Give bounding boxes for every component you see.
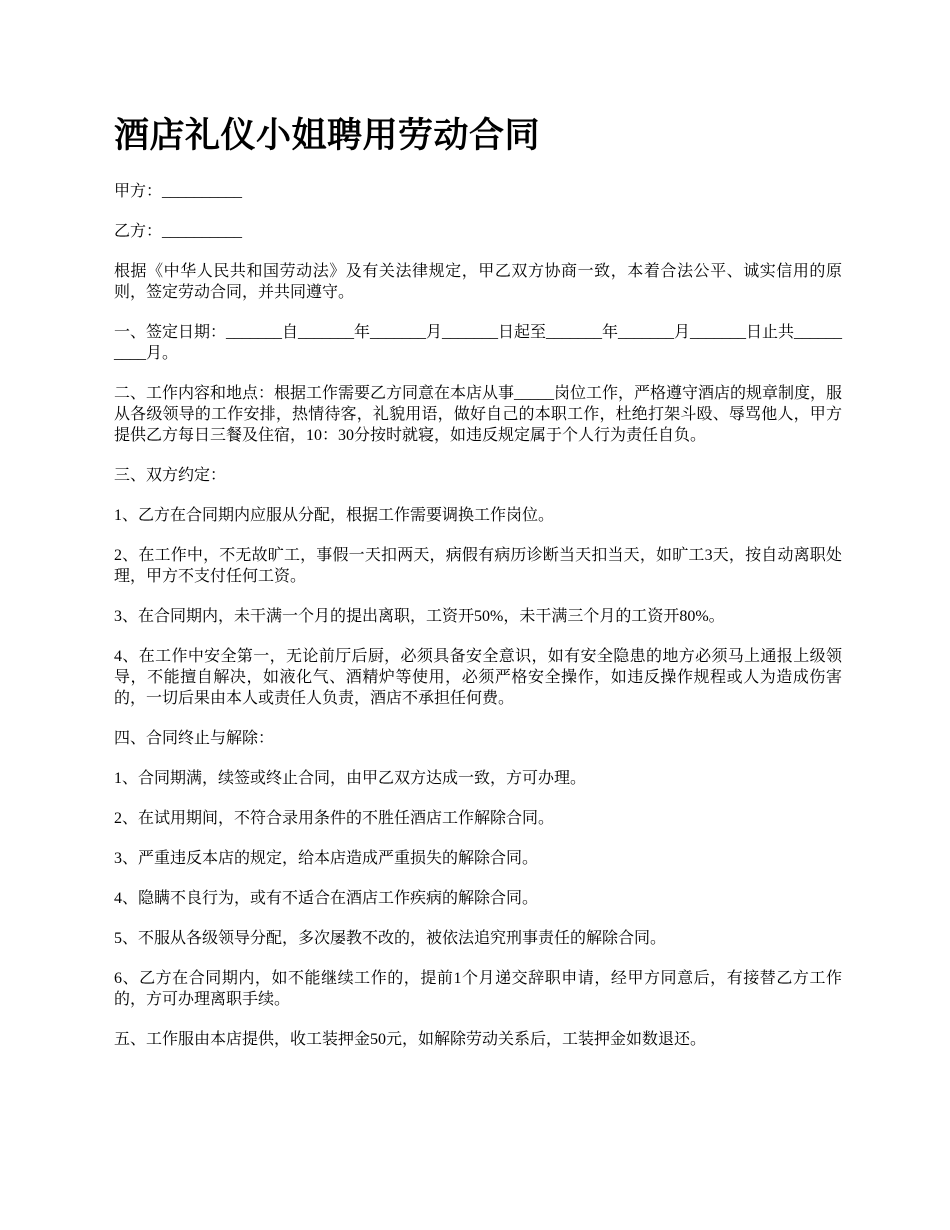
- section-2-job-content: 二、工作内容和地点：根据工作需要乙方同意在本店从事_____岗位工作，严格遵守酒店的规章制度，服从各级领导的工作安排，热情待客，礼貌用语，做好自己的本职工作，杜绝打架斗殴、辱骂他人，甲方提供乙方每日三餐及住宿，10：30分按时就寝，如违反规定属于个人行为责任自负。: [114, 385, 843, 444]
- party-b-line: 乙方：__________: [114, 223, 243, 240]
- party-a-line: 甲方：__________: [114, 183, 243, 200]
- section-3-item-2: 2、在工作中，不无故旷工，事假一天扣两天，病假有病历诊断当天扣当天，如旷工3天，按自动离职处理，甲方不支付任何工资。: [114, 547, 842, 585]
- section-4-item-4: 4、隐瞒不良行为，或有不适合在酒店工作疾病的解除合同。: [114, 890, 539, 907]
- document-title: 酒店礼仪小姐聘用劳动合同: [114, 115, 541, 156]
- section-5-uniform: 五、工作服由本店提供，收工装押金50元，如解除劳动关系后，工装押金如数退还。: [114, 1031, 707, 1048]
- section-4-item-2: 2、在试用期间，不符合录用条件的不胜任酒店工作解除合同。: [114, 810, 555, 827]
- preamble-paragraph: 根据《中华人民共和国劳动法》及有关法律规定，甲乙双方协商一致，本着合法公平、诚实信用的原则，签定劳动合同，并共同遵守。: [114, 263, 842, 301]
- section-3-heading: 三、双方约定：: [114, 467, 227, 484]
- section-3-item-1: 1、乙方在合同期内应服从分配，根据工作需要调换工作岗位。: [114, 507, 555, 524]
- section-1-signing-date: 一、签定日期：_______自_______年_______月_______日起至_______年_______月_______日止共__________月。: [114, 324, 843, 362]
- section-4-item-3: 3、严重违反本店的规定，给本店造成严重损失的解除合同。: [114, 850, 539, 867]
- section-3-item-4: 4、在工作中安全第一，无论前厅后厨，必须具备安全意识，如有安全隐患的地方必须马上通报上级领导，不能擅自解决，如液化气、酒精炉等使用，必须严格安全操作，如违反操作规程或人为造成伤害的，一切后果由本人或责任人负责，酒店不承担任何费。: [114, 648, 842, 707]
- section-4-item-6: 6、乙方在合同期内，如不能继续工作的，提前1个月递交辞职申请，经甲方同意后，有接替乙方工作的，方可办理离职手续。: [114, 970, 842, 1008]
- section-4-item-1: 1、合同期满，续签或终止合同，由甲乙双方达成一致，方可办理。: [114, 770, 587, 787]
- section-4-item-5: 5、不服从各级领导分配，多次屡教不改的，被依法追究刑事责任的解除合同。: [114, 930, 667, 947]
- document-page: [114, 112, 842, 1069]
- section-3-item-3: 3、在合同期内，未干满一个月的提出离职，工资开50%，未干满三个月的工资开80%。: [114, 608, 725, 625]
- section-4-heading: 四、合同终止与解除：: [114, 730, 275, 747]
